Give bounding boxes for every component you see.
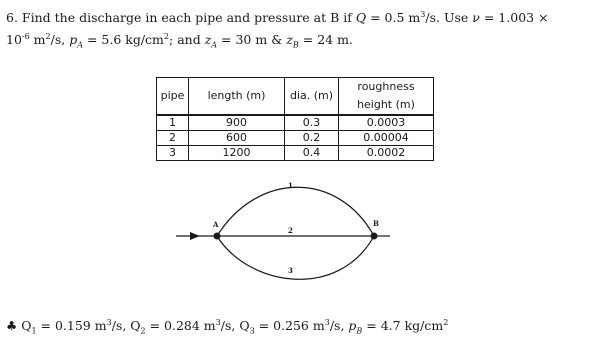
cell-roughness: 0.0003 <box>339 115 434 131</box>
pa-subscript: A <box>77 40 83 50</box>
problem-text-b: /s. Use <box>425 10 473 25</box>
q3-label: Q <box>239 318 250 333</box>
table-row <box>157 115 434 131</box>
cell-pipe: 1 <box>157 115 189 131</box>
cell-length: 900 <box>189 115 285 131</box>
node-a-junction <box>214 233 221 240</box>
nu-ten: 10 <box>6 32 22 47</box>
zb-subscript: B <box>292 40 299 50</box>
nu-exponent: -6 <box>21 31 30 41</box>
pipe-3-line <box>217 236 374 279</box>
pb-subscript: B <box>356 326 363 336</box>
pipe-3-label: 3 <box>288 266 293 275</box>
q3-exponent: 3 <box>324 317 330 327</box>
header-pipe: pipe <box>157 78 189 116</box>
table-row <box>157 146 434 161</box>
problem-statement-line-1 <box>6 10 549 26</box>
cell-diameter: 0.4 <box>285 146 339 161</box>
q3-unit: /s, <box>329 318 349 333</box>
table-header-row <box>157 78 434 116</box>
pa-symbol: p <box>69 32 78 47</box>
header-length: length (m) <box>189 78 285 116</box>
nu-value: = 1.003 × <box>479 10 549 25</box>
q1-value: = 0.159 m <box>36 318 107 333</box>
node-b-label: B <box>373 219 379 228</box>
pipe-2-label: 2 <box>288 226 293 235</box>
q-value: = 0.5 m <box>366 10 421 25</box>
q2-value: = 0.284 m <box>145 318 216 333</box>
cell-roughness: 0.0002 <box>339 146 434 161</box>
pipe-properties-table <box>156 77 434 161</box>
q2-subscript: 2 <box>140 326 146 336</box>
cell-length: 600 <box>189 131 285 146</box>
node-b-junction <box>371 233 378 240</box>
zb-value: = 24 m. <box>298 32 353 47</box>
cell-diameter: 0.2 <box>285 131 339 146</box>
nu-unit-m: m <box>29 32 46 47</box>
inflow-arrow <box>176 232 214 240</box>
cell-pipe: 2 <box>157 131 189 146</box>
q2-label: Q <box>130 318 141 333</box>
zb-symbol: z <box>286 32 293 47</box>
problem-text-a: Find the discharge in each pipe and pressure at B if <box>21 10 356 25</box>
nu-unit-per-s: /s, <box>50 32 70 47</box>
cell-roughness: 0.00004 <box>339 131 434 146</box>
q1-unit: /s, <box>111 318 131 333</box>
pb-symbol: p <box>348 318 357 333</box>
cell-pipe: 3 <box>157 146 189 161</box>
q2-unit: /s, <box>220 318 240 333</box>
pipe-1-line <box>217 187 374 236</box>
q-symbol: Q <box>355 10 367 25</box>
header-roughness: roughness height (m) <box>339 78 434 116</box>
q1-subscript: 1 <box>31 326 37 336</box>
club-marker-icon: ♣ <box>6 318 18 333</box>
za-value: = 30 m & <box>217 32 287 47</box>
q1-exponent: 3 <box>106 317 112 327</box>
q-exponent: 3 <box>420 9 426 19</box>
cell-length: 1200 <box>189 146 285 161</box>
pa-value: = 5.6 kg/cm <box>83 32 164 47</box>
za-symbol: z <box>204 32 212 47</box>
answer-line <box>6 318 448 334</box>
pb-value: = 4.7 kg/cm <box>362 318 444 333</box>
problem-number: 6. <box>6 10 18 25</box>
za-subscript: A <box>211 40 218 50</box>
q3-subscript: 3 <box>249 326 255 336</box>
problem-statement-line-2 <box>6 32 353 48</box>
nu-symbol: ν <box>472 10 480 25</box>
cell-diameter: 0.3 <box>285 115 339 131</box>
pipe-network-diagram <box>168 176 408 286</box>
q2-exponent: 3 <box>215 317 221 327</box>
q3-value: = 0.256 m <box>254 318 325 333</box>
nu-unit-exponent: 2 <box>45 31 51 41</box>
header-diameter: dia. (m) <box>285 78 339 116</box>
table-row <box>157 131 434 146</box>
node-a-label: A <box>213 220 219 229</box>
and-text: ; and <box>169 32 205 47</box>
q1-label: Q <box>21 318 32 333</box>
pa-exponent: 2 <box>163 31 170 41</box>
pb-exponent: 2 <box>443 317 449 327</box>
pipe-1-label: 1 <box>288 181 293 190</box>
